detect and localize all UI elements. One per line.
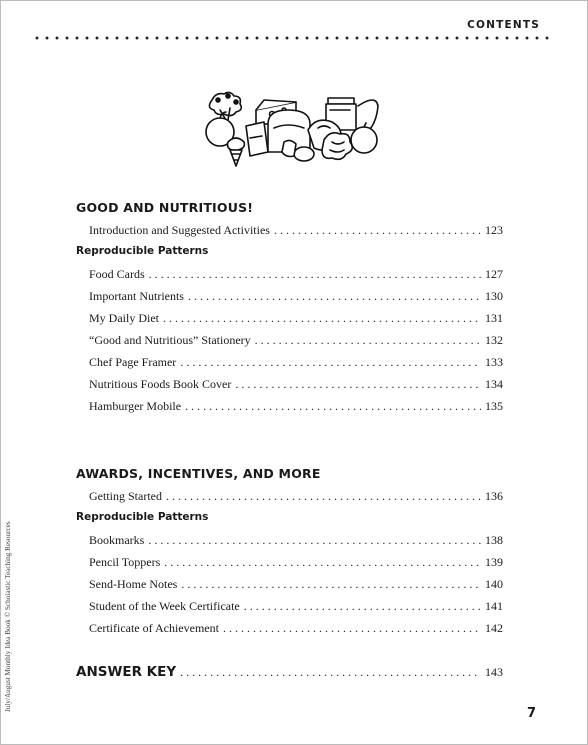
toc-entry-label: Introduction and Suggested Activities [89,223,270,237]
toc-entry-answer-key[interactable] [76,664,503,680]
side-credit-text: July/August Monthly Idea Book © Scholastic Teaching Resources [4,521,12,712]
toc-entry-label: Certificate of Achievement [89,621,219,635]
toc-entry[interactable] [89,310,503,326]
dot-leader [149,266,481,282]
toc-entry-label: Nutritious Foods Book Cover [89,377,232,391]
section-title-awards-incentives: AWARDS, INCENTIVES, AND MORE [76,466,321,481]
dotted-divider [32,36,555,40]
toc-entry-page: 123 [485,223,503,237]
toc-entry-label: Bookmarks [89,533,145,547]
toc-entry-label: “Good and Nutritious” Stationery [89,333,251,347]
toc-entry-page: 133 [485,355,503,369]
toc-entry[interactable] [89,488,503,504]
toc-entry[interactable] [89,354,503,370]
toc-entry[interactable] [89,332,503,348]
toc-entry-page: 140 [485,577,503,591]
toc-entry[interactable] [89,376,503,392]
page-number: 7 [526,706,536,721]
dot-leader [164,554,481,570]
dot-leader [235,376,481,392]
toc-entry-page: 130 [485,289,503,303]
dot-leader [180,665,481,680]
page-header-title: CONTENTS [467,19,540,31]
dot-leader [148,532,481,548]
dot-leader [181,576,481,592]
answer-key-page: 143 [485,665,503,679]
toc-entry-label: Getting Started [89,489,162,503]
toc-entry[interactable] [89,554,503,570]
subheading-reproducible-patterns: Reproducible Patterns [76,511,209,523]
subheading-reproducible-patterns: Reproducible Patterns [76,245,209,257]
toc-entry-label: Chef Page Framer [89,355,177,369]
toc-entry-page: 132 [485,333,503,347]
toc-entry[interactable] [89,398,503,414]
toc-entry-label: Student of the Week Certificate [89,599,240,613]
dot-leader [255,332,481,348]
toc-entry[interactable] [89,576,503,592]
dot-leader [223,620,481,636]
dot-leader [180,354,481,370]
dot-leader [185,398,481,414]
toc-entry-page: 138 [485,533,503,547]
toc-entry-page: 141 [485,599,503,613]
dot-leader [274,222,481,238]
toc-entry-label: Important Nutrients [89,289,184,303]
toc-entry[interactable] [89,532,503,548]
toc-entry-page: 142 [485,621,503,635]
dot-leader [244,598,481,614]
dot-leader [188,288,481,304]
section-title-good-and-nutritious: GOOD AND NUTRITIOUS! [76,200,254,215]
dot-leader [166,488,481,504]
toc-entry-page: 139 [485,555,503,569]
toc-entry[interactable] [89,266,503,282]
toc-entry-label: Hamburger Mobile [89,399,182,413]
toc-entry-page: 136 [485,489,503,503]
toc-entry[interactable] [89,598,503,614]
toc-entry-label: Send-Home Notes [89,577,178,591]
answer-key-label: ANSWER KEY [76,664,177,680]
toc-entry[interactable] [89,288,503,304]
toc-entry-page: 127 [485,267,503,281]
food-group-illustration-icon [198,88,384,170]
toc-entry-page: 134 [485,377,503,391]
toc-entry-page: 135 [485,399,503,413]
toc-entry-label: My Daily Diet [89,311,159,325]
toc-entry[interactable] [89,620,503,636]
dot-leader [163,310,481,326]
toc-entry-page: 131 [485,311,503,325]
toc-entry[interactable] [89,222,503,238]
toc-entry-label: Pencil Toppers [89,555,161,569]
toc-entry-label: Food Cards [89,267,145,281]
